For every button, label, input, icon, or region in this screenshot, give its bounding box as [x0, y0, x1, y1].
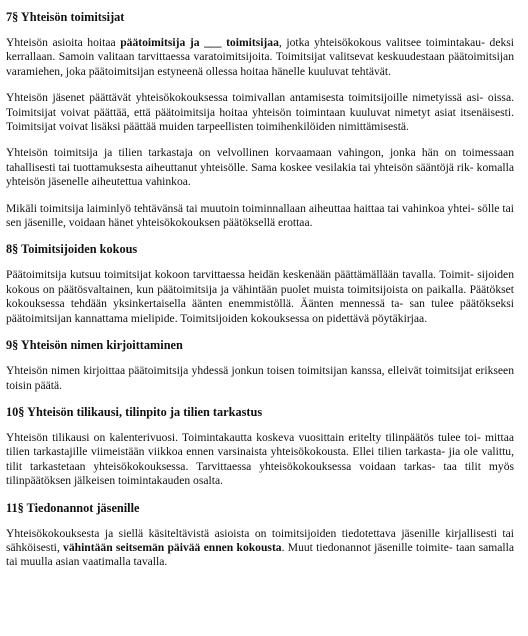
section-7-paragraph-1: [6, 36, 514, 79]
paragraph-text: . Muut tiedonannot jäsenille toimite- taan samalla tai muulla asian vaatimalla tavalla.: [6, 540, 514, 569]
section-heading-7: 7§ Yhteisön toimitsijat: [6, 10, 125, 24]
bold-text: vähintään seitsemän päivää ennen kokousta: [63, 540, 282, 554]
paragraph-text: , jotka yhteisökokous valitsee toimintakau- deksi kerrallaan. Samoin valitaan tarvittaessa varatoimitsijoita. Toimitsijat valitsevat keskuudestaan päätoimitsijan varamiehen, joka päätoimitsijan estyneenä ollessa hoitaa hänelle kuuluvat tehtävät.: [6, 36, 515, 78]
section-heading-10: 10§ Yhteisön tilikausi, tilinpito ja tilien tarkastus: [6, 404, 263, 419]
bold-text: päätoimitsija ja ___ toimitsijaa: [120, 36, 279, 49]
paragraph-text: Yhteisökokouksesta ja siellä käsiteltävistä asioista on toimitsijoiden tiedotettava jäsenille kirjallisesti tai sähköisesti,: [6, 526, 514, 554]
paragraph-text: Yhteisön asioita hoitaa: [6, 36, 121, 49]
section-8-paragraph-1: Päätoimitsija kutsuu toimitsijat kokoon tarvittaessa heidän keskenään päättämällään tavalla. Toimit- sijoiden kokous on päätösvaltainen, kun päätoimitsija ja vähintään puolet muista toimitsijoista on paikalla. Päätökset kokouksessa tehdään yksinkertaisella äänten enemmistöllä. Äänten mennessä ta- san tulee päätökseksi päätoimitsijan kannattama mielipide. Toimitsijoiden kokouksessa on pidettävä pöytäkirjaa.: [6, 268, 514, 325]
section-7-paragraph-2: Yhteisön jäsenet päättävät yhteisökokouksessa toimivallan antamisesta toimitsijoille nimetyissä asi- oissa. Toimitsijat voivat päättää, että päätoimitsija hoitaa yhteisön toimintaan kuuluvat nimetyt asiat itsenäisesti. Toimitsijat voivat lisäksi päättää muiden tarpeellisten toimihenkilöiden nimittämisestä.: [6, 91, 514, 134]
section-11-paragraph-1: [6, 527, 514, 570]
section-9-paragraph-1: Yhteisön nimen kirjoittaa päätoimitsija yhdessä jonkun toisen toimitsijan kanssa, elleivät toimitsijat erikseen toisin päätä.: [6, 364, 514, 392]
section-7-paragraph-3: Yhteisön toimitsija ja tilien tarkastaja on velvollinen korvaamaan vahingon, jonka hän on toimessaan tahallisesti tai tuottamuksesta aiheuttanut yhteisölle. Sama koskee vesilakia tai yhteisön sääntöjä rik- komalla yhteisön jäsenelle aiheutettua vahinkoa.: [6, 146, 514, 189]
section-heading-9: 9§ Yhteisön nimen kirjoittaminen: [6, 338, 183, 353]
section-heading-11: 11§ Tiedonannot jäsenille: [6, 500, 140, 515]
section-heading-8: 8§ Toimitsijoiden kokous: [6, 242, 138, 257]
section-7-paragraph-4: Mikäli toimitsija laiminlyö tehtävänsä tai muutoin toiminnallaan aiheuttaa haittaa tai vahinkoa yhtei- sölle tai sen jäsenille, voidaan hänet yhteisökokouksen päätöksellä erottaa.: [6, 201, 514, 230]
section-10-paragraph-1: Yhteisön tilikausi on kalenterivuosi. Toimintakautta koskeva vuosittain eritelty tilinpäätös tulee toi- mittaa tilien tarkastajille viimeistään viikkoa ennen varsinaista yhteisökokousta. Ellei tilien tarkasta- jia ole valittu, tilit tarkastetaan yhteisökokouksessa. Tarvittaessa yhteisökokouksessa voidaan tarkas- taa tilit myös tilinpäätöksen jälkeisen toimintakauden osalta.: [6, 430, 514, 488]
